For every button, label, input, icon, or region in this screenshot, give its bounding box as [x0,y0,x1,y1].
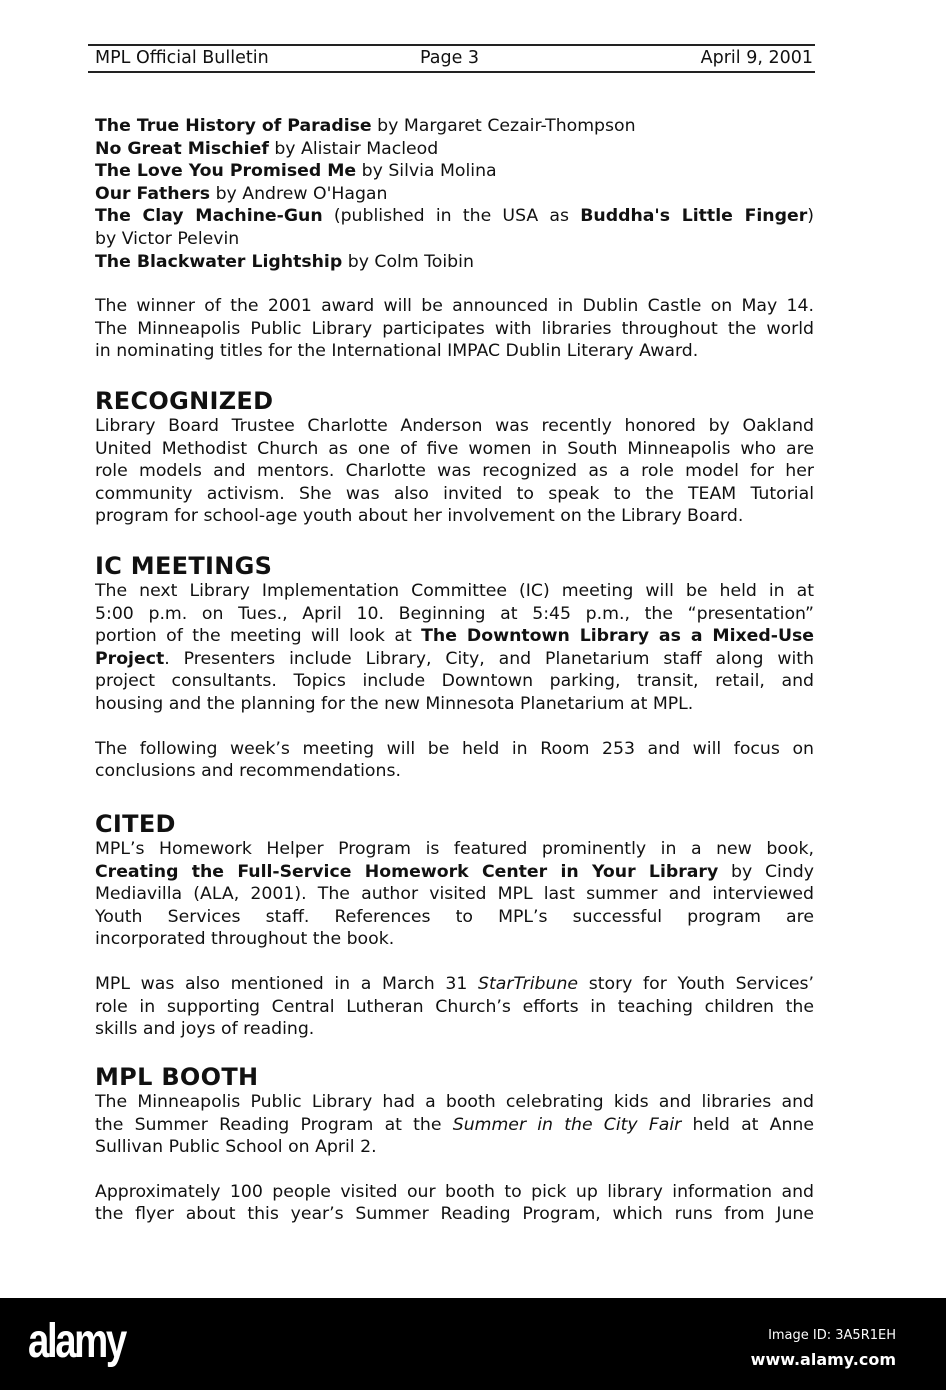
alamy-logo: alamy [28,1315,125,1368]
text-line [95,996,814,1019]
watermark-url: www.alamy.com [750,1350,896,1369]
bold-title: No Great Mischief [95,138,269,159]
text-run: The Minneapolis Public Library participates with libraries throughout the world [95,318,814,339]
bold-title: The Downtown Library as a Mixed-Use [421,626,814,647]
text-line [95,693,814,716]
text-run: by Cindy [718,861,814,882]
section [95,387,814,528]
text-run: story for Youth Services’ [578,973,814,994]
text-line [95,906,814,929]
text-line [95,760,814,783]
text-run: (published in the USA as [322,206,581,227]
bold-title: The Love You Promised Me [95,161,357,182]
bold-title: The Blackwater Lightship [95,251,343,272]
text-line [95,438,814,461]
text-run: Approximately 100 people visited our booth to pick up library information and [95,1181,814,1202]
text-line [95,228,814,251]
text-run: incorporated throughout the book. [95,929,395,950]
text-run: by Colm Toibin [342,251,474,272]
text-line [95,580,814,603]
text-run: skills and joys of reading. [95,1019,315,1040]
text-line [95,738,814,761]
text-line [95,1136,814,1159]
text-line [95,861,814,884]
text-line [95,648,814,671]
text-line [95,251,814,274]
text-line [95,883,814,906]
section [95,115,814,363]
text-line [95,460,814,483]
text-run: the flyer about this year’s Summer Reading Program, which runs from June [95,1204,814,1225]
text-run: the Summer Reading Program at the [95,1114,453,1135]
text-run: Youth Services staff. References to MPL’s successful program are [95,906,814,927]
text-line [95,115,814,138]
bold-title: Our Fathers [95,183,211,204]
text-line [95,318,814,341]
text-run: by Andrew O'Hagan [210,183,388,204]
text-run: United Methodist Church as one of five women in South Minneapolis who are [95,438,814,459]
bulletin-title: MPL Official Bulletin [95,48,269,68]
text-run: held at Anne [681,1114,814,1135]
text-run: MPL was also mentioned in a March 31 [95,973,478,994]
text-line [95,205,814,228]
text-line [95,838,814,861]
text-line [95,928,814,951]
text-line [95,603,814,626]
bold-title: Project [95,648,165,669]
text-run: housing and the planning for the new Minnesota Planetarium at MPL. [95,693,694,714]
section-heading: IC MEETINGS [95,552,273,580]
section-heading: CITED [95,810,176,838]
bold-title: Buddha's Little Finger [580,206,808,227]
section [95,810,814,1041]
text-line [95,415,814,438]
text-run: Library Board Trustee Charlotte Anderson was recently honored by Oakland [95,416,814,436]
text-line [95,295,814,318]
text-run: program for school-age youth about her involvement on the Library Board. [95,506,744,527]
paragraph [95,838,814,951]
text-line [95,1181,814,1204]
text-line [95,973,814,996]
paragraph [95,580,814,716]
page-header [95,48,813,70]
text-run: Sullivan Public School on April 2. [95,1137,377,1158]
text-run: by Silvia Molina [356,161,497,182]
text-run: by Victor Pelevin [95,228,240,249]
text-run: ) [807,206,814,227]
italic-title: StarTribune [477,973,579,994]
text-run: in nominating titles for the International IMPAC Dublin Literary Award. [95,341,699,362]
bold-title: Creating the Full-Service Homework Center in Your Library [95,861,719,882]
header-top-rule [88,44,815,46]
text-line [95,1018,814,1041]
issue-date: April 9, 2001 [700,48,813,68]
italic-title: Summer in the City Fair [452,1114,682,1135]
bold-title: The Clay Machine-Gun [95,206,323,227]
text-line [95,625,814,648]
text-run: community activism. She was also invited to speak to the TEAM Tutorial [95,483,814,504]
section-heading: RECOGNIZED [95,387,274,415]
text-line [95,340,814,363]
watermark-bar [0,1298,946,1390]
text-run: portion of the meeting will look at [95,626,422,647]
paragraph [95,415,814,528]
text-run: MPL’s Homework Helper Program is featured prominently in a new book, [95,839,814,859]
text-run: . Presenters include Library, City, and Planetarium staff along with [164,648,814,669]
paragraph [95,115,814,273]
text-run: role models and mentors. Charlotte was recognized as a role model for her [95,461,814,482]
text-run: The following week’s meeting will be held in Room 253 and will focus on [95,738,814,759]
section-heading: MPL BOOTH [95,1063,259,1091]
text-run: role in supporting Central Lutheran Church’s efforts in teaching children the [95,996,814,1017]
text-run: Mediavilla (ALA, 2001). The author visited MPL last summer and interviewed [95,884,814,905]
text-line [95,1114,814,1137]
text-run: The Minneapolis Public Library had a booth celebrating kids and libraries and [95,1092,814,1112]
section [95,1063,814,1226]
text-line [95,160,814,183]
paragraph [95,738,814,783]
page-number: Page 3 [420,48,480,68]
text-run: project consultants. Topics include Downtown parking, transit, retail, and [95,671,814,692]
image-id: Image ID: 3A5R1EH [768,1328,896,1343]
paragraph [95,1181,814,1226]
text-run: 5:00 p.m. on Tues., April 10. Beginning at 5:45 p.m., the “presentation” [95,603,814,624]
paragraph [95,973,814,1041]
text-line [95,483,814,506]
paragraph [95,1091,814,1159]
text-line [95,138,814,161]
text-run: by Alistair Macleod [268,138,439,159]
text-line [95,505,814,528]
text-line [95,670,814,693]
text-run: by Margaret Cezair-Thompson [371,116,636,136]
text-run: The next Library Implementation Committee (IC) meeting will be held in at [95,581,814,601]
text-line [95,1091,814,1114]
text-run: conclusions and recommendations. [95,761,401,782]
paragraph [95,295,814,363]
section [95,552,814,783]
text-line [95,183,814,206]
bold-title: The True History of Paradise [95,116,372,136]
text-line [95,1203,814,1226]
header-bottom-rule [88,71,815,73]
text-run: The winner of the 2001 award will be announced in Dublin Castle on May 14. [95,296,814,317]
